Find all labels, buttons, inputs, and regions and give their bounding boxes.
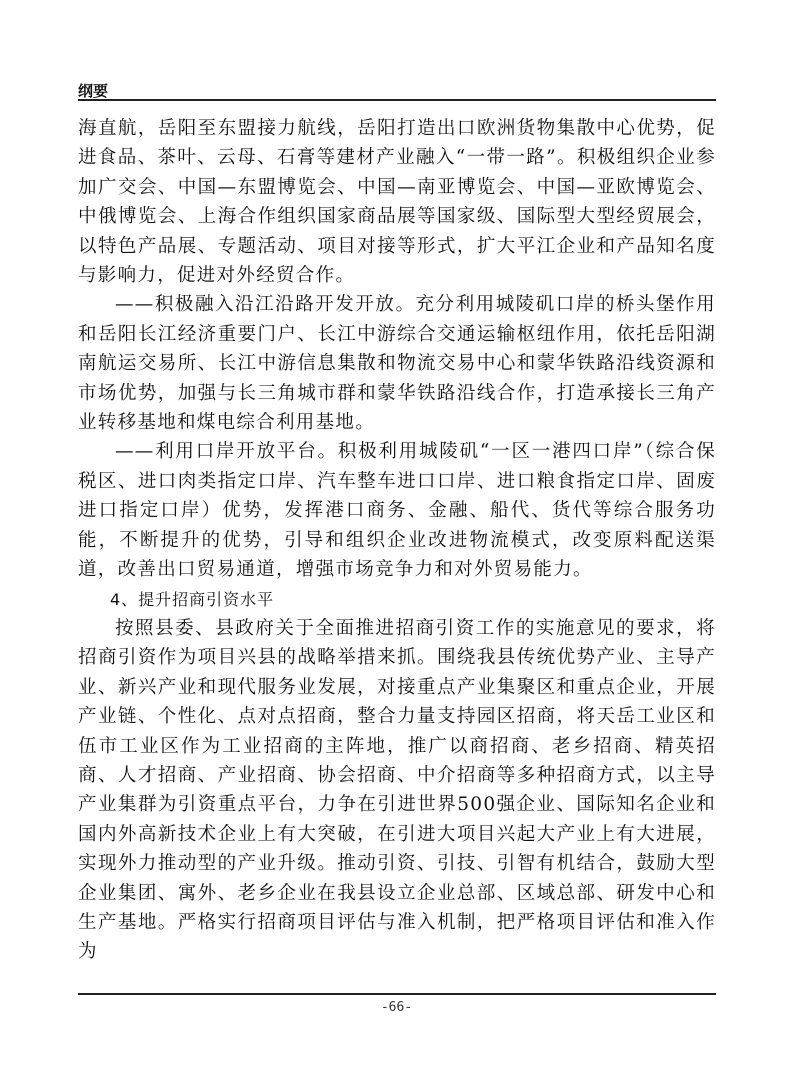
running-header-title: 纲要	[78, 82, 109, 100]
footer-divider	[78, 993, 716, 995]
page-number: -66-	[380, 1000, 413, 1015]
section-heading-investment: 4、提升招商引资水平	[110, 589, 275, 609]
paragraph-yangtze-opening: ——积极融入沿江沿路开发开放。充分利用城陵矶口岸的桥头堡作用和岳阳长江经济重要门户、长江中游综合交通运输枢纽作用，依托岳阳湖南航运交易所、长江中游信息集散和物流交易中心和蒙华铁路沿线资源和市场优势，加强与长三角城市群和蒙华铁路沿线合作，打造承接长三角产业转移基地和煤电综合利用基地。	[78, 294, 716, 434]
body-text	[78, 114, 716, 967]
header-divider	[78, 99, 716, 101]
paragraph-investment: 按照县委、县政府关于全面推进招商引资工作的实施意见的要求，将招商引资作为项目兴县的战略举措来抓。围绕我县传统优势产业、主导产业、新兴产业和现代服务业发展，对接重点产业集聚区和重点企业，开展产业链、个性化、点对点招商，整合力量支持园区招商，将天岳工业区和伍市工业区作为工业招商的主阵地，推广以商招商、老乡招商、精英招商、人才招商、产业招商、协会招商、中介招商等多种招商方式，以主导产业集群为引资重点平台，力争在引进世界500强企业、国际知名企业和国内外高新技术企业上有大突破，在引进大项目兴起大产业上有大进展，实现外力推动型的产业升级。推动引资、引技、引智有机结合，鼓励大型企业集团、寓外、老乡企业在我县设立企业总部、区域总部、研发中心和生产基地。严格实行招商项目评估与准入机制，把严格项目评估和准入作为	[78, 617, 716, 963]
paragraph-port-platform: ——利用口岸开放平台。积极利用城陵矶“一区一港四口岸”（综合保税区、进口肉类指定口岸、汽车整车进口口岸、进口粮食指定口岸、固废进口指定口岸）优势，发挥港口商务、金融、船代、货代等综合服务功能，不断提升的优势，引导和组织企业改进物流模式，改变原料配送渠道，改善出口贸易通道，增强市场竞争力和对外贸易能力。	[78, 441, 716, 581]
paragraph-continuation: 海直航，岳阳至东盟接力航线，岳阳打造出口欧洲货物集散中心优势，促进食品、茶叶、云母、石膏等建材产业融入“一带一路”。积极组织企业参加广交会、中国—东盟博览会、中国—南亚博览会、中国—亚欧博览会、中俄博览会、上海合作组织国家商品展等国家级、国际型大型经贸展会，以特色产品展、专题活动、项目对接等形式，扩大平江企业和产品知名度与影响力，促进对外经贸合作。	[78, 118, 716, 287]
